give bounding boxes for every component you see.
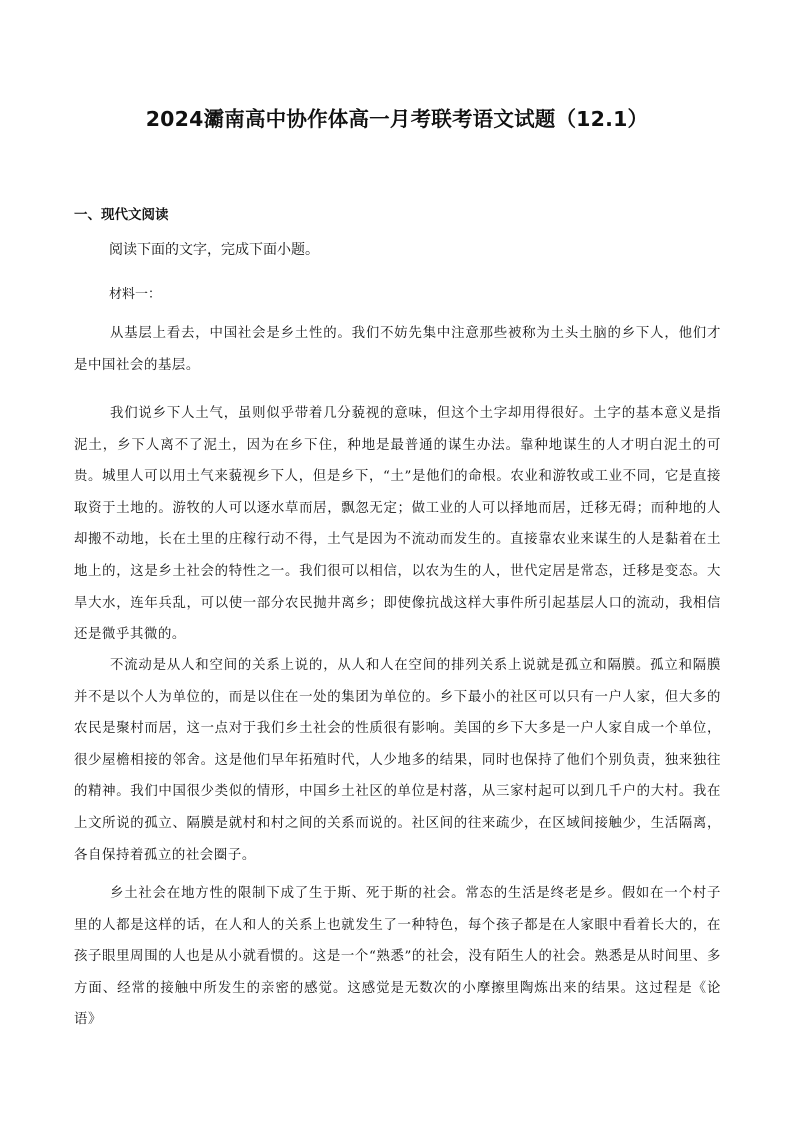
- document-title: 2024灞南高中协作体高一月考联考语文试题（12.1）: [145, 107, 649, 131]
- section-heading: 一、现代文阅读: [74, 207, 169, 223]
- paragraph: 从基层上看去，中国社会是乡土性的。我们不妨先集中注意那些被称为土头土脑的乡下人，他们才是中国社会的基层。: [74, 326, 721, 373]
- reading-instruction: 阅读下面的文字，完成下面小题。: [109, 242, 319, 258]
- material-label: 材料一：: [109, 287, 162, 302]
- paragraph: 不流动是从人和空间的关系上说的，从人和人在空间的排列关系上说就是孤立和隔膜。孤立和隔膜并不是以个人为单位的，而是以住在一处的集团为单位的。乡下最小的社区可以只有一户人家，但大多的农民是聚村而居，这一点对于我们乡土社会的性质很有影响。美国的乡下大多是一户人家自成一个单位，很少屋檐相接的邻舍。这是他们早年拓殖时代，人少地多的结果，同时也保持了他们个别负责，独来独往的精神。我们中国很少类似的情形，中国乡土社区的单位是村落，从三家村起可以到几千户的大村。我在上文所说的孤立、隔膜是就村和村之间的关系而说的。社区间的往来疏少，在区域间接触少，生活隔离，各自保持着孤立的社会圈子。: [74, 658, 721, 863]
- paragraph: 我们说乡下人土气，虽则似乎带着几分藐视的意味，但这个土字却用得很好。土字的基本意义是指泥土，乡下人离不了泥土，因为在乡下住，种地是最普通的谋生办法。靠种地谋生的人才明白泥土的可贵。城里人可以用土气来藐视乡下人，但是乡下，“土”是他们的命根。农业和游牧或工业不同，它是直接取资于土地的。游牧的人可以逐水草而居，飘忽无定；做工业的人可以择地而居，迁移无碍；而种地的人却搬不动地，长在土里的庄稼行动不得，土气是因为不流动而发生的。直接靠农业来谋生的人是黏着在土地上的，这是乡土社会的特性之一。我们很可以相信，以农为生的人，世代定居是常态，迁移是变态。大旱大水，连年兵乱，可以使一部分农民抛井离乡；即使像抗战这样大事件所引起基层人口的流动，我相信还是微乎其微的。: [74, 406, 721, 643]
- paragraph: 乡土社会在地方性的限制下成了生于斯、死于斯的社会。常态的生活是终老是乡。假如在一个村子里的人都是这样的话，在人和人的关系上也就发生了一种特色，每个孩子都是在人家眼中看着长大的，在孩子眼里周围的人也是从小就看惯的。这是一个“熟悉”的社会，没有陌生人的社会。熟悉是从时间里、多方面、经常的接触中所发生的亲密的感觉。这感觉是无数次的小摩擦里陶炼出来的结果。这过程是《论语》: [74, 886, 721, 1028]
